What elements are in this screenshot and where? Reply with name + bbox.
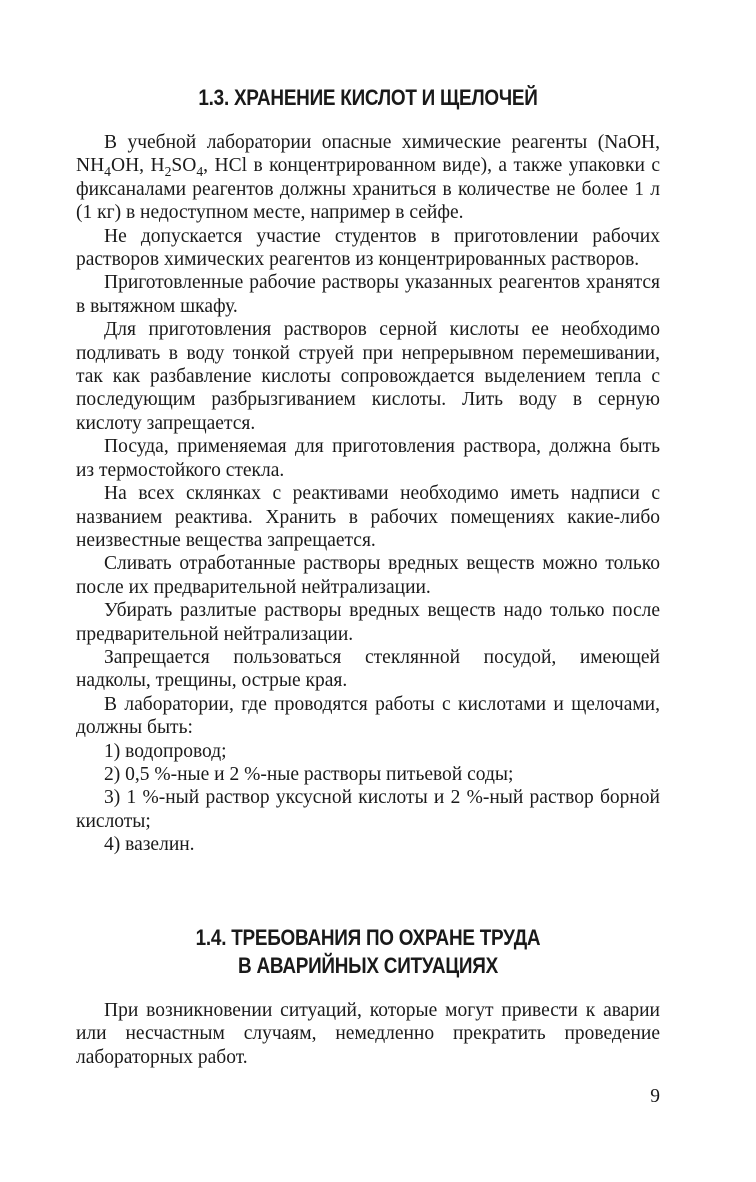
text-run: SO (171, 155, 197, 177)
subscript: 2 (164, 164, 172, 180)
list-item: 2) 0,5 %-ные и 2 %-ные растворы питьевой соды; (104, 763, 514, 785)
paragraph: Не допускается участие студентов в приготовлении рабочих растворов химических реагентов из концентрированных растворов. (76, 225, 660, 271)
section-title-line-2: В АВАРИЙНЫХ СИТУАЦИЯХ (238, 953, 498, 978)
list-item: 4) вазелин. (104, 834, 195, 856)
section-heading-1-4 (117, 924, 619, 980)
subscript: 4 (104, 164, 111, 180)
paragraph: Приготовленные рабочие растворы указанных реагентов хранятся в вытяжном шкафу. (76, 272, 660, 317)
paragraph: Запрещается пользоваться стеклянной посудой, имеющей надколы, трещины, острые края. (76, 646, 660, 692)
paragraph: Для приготовления растворов серной кислоты ее необходимо подливать в воду тонкой струей при непрерывном перемешивании, так как разбавление кислоты сопровождается выделением тепла с последующим разбрызгиванием кислоты. Лить воду в серную кислоту запрещается. (76, 319, 660, 434)
text-run: , HCl в концентрированном виде), а также упаковки с фиксаналами реагентов должны храниться в количестве не более 1 л (1 кг) в недоступном месте, например в сейфе. (76, 155, 660, 224)
list-item: 1) водопровод; (104, 740, 227, 762)
section-body-1-4 (76, 999, 660, 1069)
section-heading-1-3 (117, 84, 619, 112)
paragraph: На всех склянках с реактивами необходимо иметь надписи с названием реактива. Хранить в рабочих помещениях какие-либо неизвестные вещества запрещается. (76, 483, 660, 551)
page-number: 9 (650, 1086, 660, 1107)
text-run: OH, H (111, 155, 165, 177)
section-title: 1.3. ХРАНЕНИЕ КИСЛОТ И ЩЕЛОЧЕЙ (198, 85, 538, 110)
section-body-1-3 (76, 131, 660, 857)
list-item: 3) 1 %-ный раствор уксусной кислоты и 2 %-ный раствор борной кислоты; (76, 787, 660, 832)
paragraph: Убирать разлитые растворы вредных веществ надо только после предварительной нейтрализации. (76, 600, 660, 645)
section-title-line-1: 1.4. ТРЕБОВАНИЯ ПО ОХРАНЕ ТРУДА (195, 925, 541, 950)
paragraph: В лаборатории, где проводятся работы с кислотами и щелочами, должны быть: (76, 693, 660, 739)
paragraph: Сливать отработанные растворы вредных веществ можно только после их предварительной нейтрализации. (76, 553, 660, 598)
subscript: 4 (196, 164, 204, 180)
paragraph (76, 131, 660, 225)
paragraph: При возникновении ситуаций, которые могут привести к аварии или несчастным случаям, немедленно прекратить проведение лабораторных работ. (76, 1000, 660, 1068)
paragraph: Посуда, применяемая для приготовления раствора, должна быть из термостойкого стекла. (76, 436, 660, 481)
text-run: В учебной лаборатории опасные химические реагенты (NaOH, NH (76, 132, 660, 177)
